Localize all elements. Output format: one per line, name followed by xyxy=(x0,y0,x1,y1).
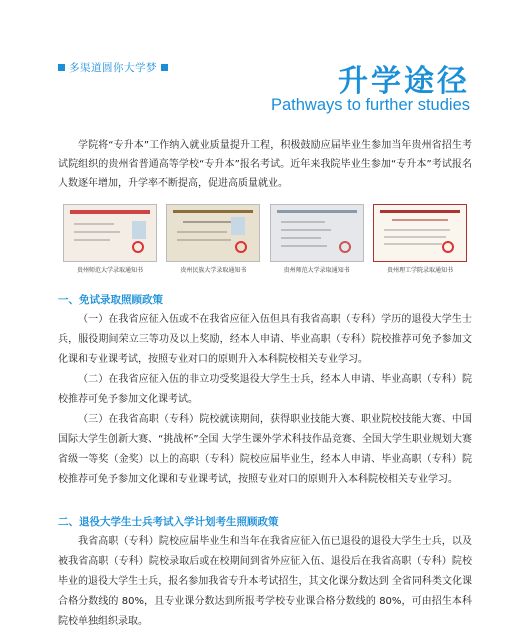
section-veteran-policy xyxy=(58,512,472,632)
photo-caption: 贵州师范大学录取通知书 xyxy=(283,267,350,274)
admission-letter-image xyxy=(270,204,364,262)
photo-caption: 贵州民族大学录取通知书 xyxy=(180,267,247,274)
photo-item xyxy=(269,204,365,274)
policy-paragraph: （一）在我省应征入伍或不在我省应征入伍但具有我省高职（专科）学历的退役大学生士兵，服役期间荣立三等功及以上奖励，经本人申请、毕业高职（专科）院校推荐可免予参加文化课和专业课考试，按照专业对口的原则升入本科院校相关专业学习。 xyxy=(58,314,472,365)
admission-letter-image xyxy=(63,204,157,262)
section-exemption-policy xyxy=(58,290,472,490)
section-heading: 一、免试录取照顾政策 xyxy=(58,294,163,306)
page-subtitle: Pathways to further studies xyxy=(270,96,470,114)
photo-caption: 贵州师范大学录取通知书 xyxy=(76,267,143,274)
policy-paragraph: （二）在我省应征入伍的非立功受奖退役大学生士兵，经本人申请、毕业高职（专科）院校推荐可免予参加文化课考试。 xyxy=(58,374,472,405)
admission-letter-photos xyxy=(62,204,468,274)
page-title: 升学途径 xyxy=(338,64,470,99)
section-heading: 二、退役大学生士兵考试入学计划考生照顾政策 xyxy=(58,516,279,528)
photo-item xyxy=(372,204,468,274)
admission-letter-image xyxy=(166,204,260,262)
policy-paragraph: （三）在我省高职（专科）院校就读期间，获得职业技能大赛、职业院校技能大赛、中国国际大学生创新大赛、“挑战杯”全国 大学生课外学术科技作品竞赛、全国大学生职业规划大赛省级一等奖（金奖）以上的高职（专科）院校应届毕业生，经本人申请、毕业高职（专科）院校推荐可免予参加文化课和专业课考试，按照专业对口的原则升入本科院校相关专业学习。 xyxy=(58,414,472,485)
photo-item xyxy=(62,204,158,274)
tagline-text: 多渠道圆你大学梦 xyxy=(69,62,157,74)
photo-item xyxy=(165,204,261,274)
admission-letter-image xyxy=(373,204,467,262)
policy-paragraph: 我省高职（专科）院校应届毕业生和当年在我省应征入伍已退役的退役大学生士兵，以及被我省高职（专科）院校录取后或在校期间到省外应征入伍、退役后在我省高职（专科）院校毕业的退役大学生士兵，报名参加我省专升本考试招生，其文化课分数达到 全省同科类文化课合格分数线的 80%，且专业课分数达到所报考学校专业课合格分数线的 80%，可由招生本科院校单独组织录取。 xyxy=(58,536,472,627)
photo-caption: 贵州理工学院录取通知书 xyxy=(386,267,453,274)
tagline xyxy=(58,60,168,75)
square-bullet-icon xyxy=(58,64,65,71)
intro-paragraph: 学院将“专升本”工作纳入就业质量提升工程，积极鼓励应届毕业生参加当年贵州省招生考试院组织的贵州省普通高等学校“专升本”报名考试。近年来我院毕业生参加“专升本”考试报名人数逐年增加，升学率不断提高，促进高质量就业。 xyxy=(58,140,472,189)
square-bullet-icon xyxy=(161,64,168,71)
